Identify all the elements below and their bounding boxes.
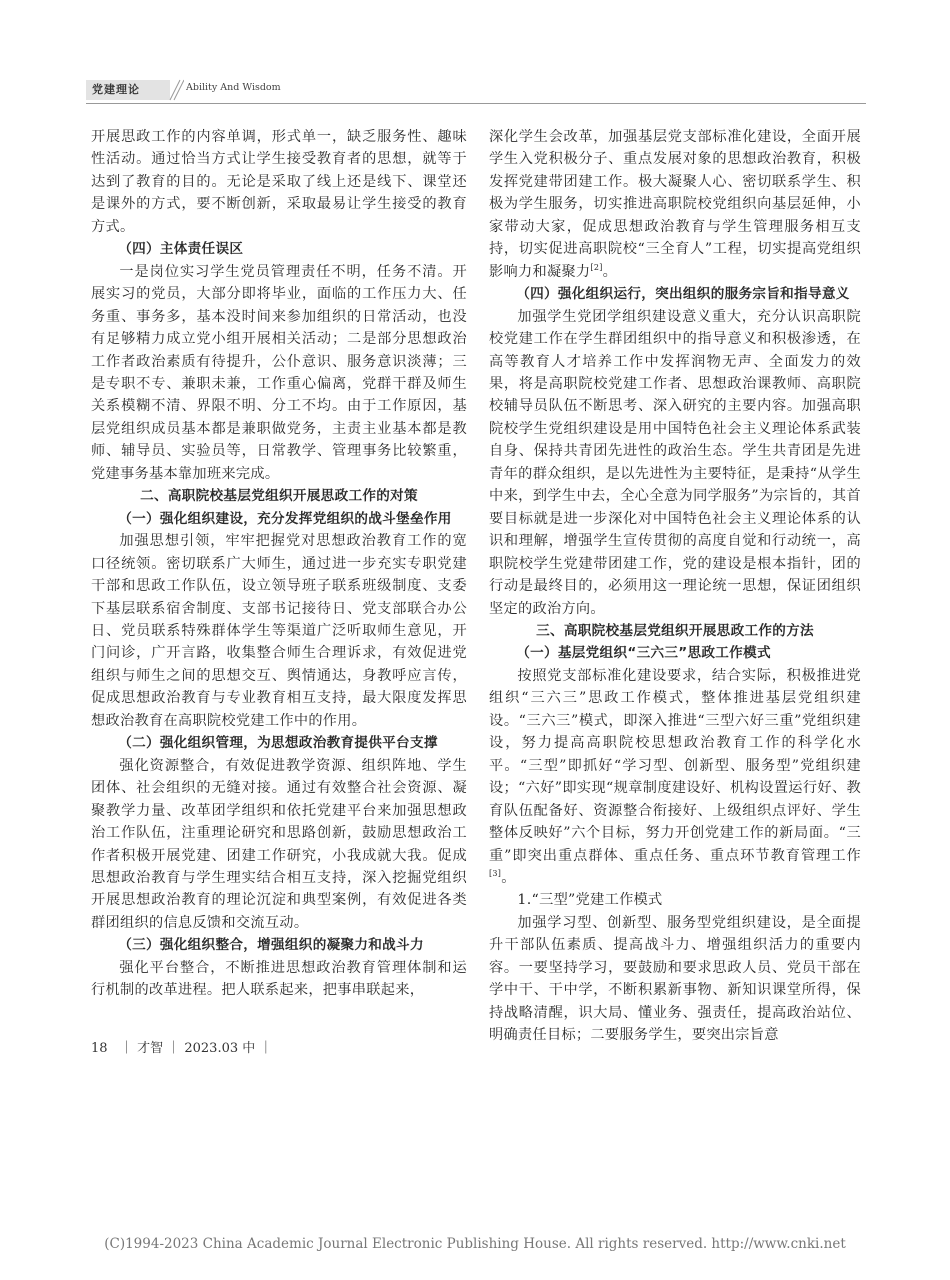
section-title: 二、高职院校基层党组织开展思政工作的对策 bbox=[140, 488, 418, 505]
header-slash-ornament bbox=[166, 78, 184, 102]
body-paragraph bbox=[91, 957, 467, 1002]
paragraph-text: 一是岗位实习学生党员管理责任不明，任务不清。开展实习的党员，大部分即将毕业，面临的工作压力大、任务重、事务多，基本没时间来参加组织的日常活动，也没有足够精力成立党小组开展相关活动；二是部分思想政治工作者政治素质有待提升，公仆意识、服务意识淡薄；三是专职不专、兼职未兼，工作重心偏离，党群干群及师生关系模糊不清、界限不明、分工不均。由于工作原因，基层党组织成员基本都是兼职做党务，主责主业基本都是教师、辅导员、实验员等，日常教学、管理事务比较繁重，党建事务基本靠加班来完成。 bbox=[91, 263, 467, 482]
paragraph-text: 强化资源整合，有效促进教学资源、组织阵地、学生团体、社会组织的无缝对接。通过有效整合社会资源、凝聚教学力量、改革团学组织和依托党建平台来加强思想政治工作队伍，注重理论研究和思路创新，鼓励思想政治工作者积极开展党建、团建工作研究，小我成就大我。促成思想政治教育与学生理实结合相互支持，深入挖掘党组织开展思想政治教育的理论沉淀和典型案例，有效促进各类群团组织的信息反馈和交流互动。 bbox=[91, 757, 467, 931]
body-paragraph bbox=[489, 665, 861, 890]
body-paragraph bbox=[91, 755, 467, 935]
section-title: 三、高职院校基层党组织开展思政工作的方法 bbox=[536, 622, 814, 639]
header-subtitle: Ability And Wisdom bbox=[186, 82, 281, 93]
page-footer: 18 ｜ 才智 ｜ 2023.03 中 ｜ bbox=[91, 1041, 273, 1056]
paragraph-text: 开展思政工作的内容单调，形式单一，缺乏服务性、趣味性活动。通过恰当方式让学生接受教育者的思想，就等于达到了教育的目的。无论是采取了线上还是线下、课堂还是课外的方式，要不断创新，采取最易让学生接受的教育方式。 bbox=[91, 129, 467, 235]
journal-name: 才智 bbox=[137, 1041, 164, 1056]
body-paragraph bbox=[489, 912, 861, 1047]
section-heading: （一）强化组织建设，充分发挥党组织的战斗堡垒作用 bbox=[118, 510, 452, 527]
copyright-notice: (C)1994-2023 China Academic Journal Electronic Publishing House. All rights reserved. http://www.cnki.net bbox=[104, 1236, 846, 1252]
section-heading: （四）主体责任误区 bbox=[118, 241, 244, 258]
paragraph-text: 加强学生党团学组织建设意义重大，充分认识高职院校党建工作在学生群团组织中的指导意义和积极渗透，在高等教育人才培养工作中发挥润物无声、全面发力的效果，将是高职院校党建工作者、思想政治课教师、高职院校辅导员队伍不断思考、深入研究的主要内容。加强高职院校学生党组织建设是用中国特色社会主义理论体系武装自身、保持共青团先进性的政治生态。学生共青团是先进青年的群众组织，是以先进性为主要特征，是秉持“从学生中来，到学生中去，全心全意为同学服务”为宗旨的，其首要目标就是进一步深化对中国特色社会主义理论体系的认识和理解，增强学生宣传贯彻的高度自觉和行动统一，高职院校学生党建带团建工作，党的建设是根本指针，团的行动是最终目的，必须用这一理论统一思想，保证团组织坚定的政治方向。 bbox=[489, 308, 861, 617]
left-column bbox=[91, 126, 467, 1002]
paragraph-text: 加强学习型、创新型、服务型党组织建设，是全面提升干部队伍素质、提高战斗力、增强组织活力的重要内容。一要坚持学习，要鼓励和要求思政人员、党员干部在学中干、干中学，不断积累新事物、新知识课堂所得，保持战略清醒，识大局、懂业务、强责任，提高政治站位、明确责任目标；二要服务学生，要突出宗旨意 bbox=[489, 914, 861, 1044]
paragraph-end-punct: 。 bbox=[602, 263, 618, 280]
paragraph-end-punct: 。 bbox=[501, 869, 516, 886]
body-paragraph bbox=[91, 261, 467, 486]
paragraph-text: 按照党支部标准化建设要求，结合实际，积极推进党组织“三六三”思政工作模式，整体推进基层党组织建设。“三六三”模式，即深入推进“三型六好三重”党组织建设，努力提高高职院校思想政治教育工作的科学化水平。“三型”即抓好“学习型、创新型、服务型”党组织建设；“六好”即实现“规章制度建设好、机构设置运行好、教育队伍配备好、资源整合衔接好、上级组织点评好、学生整体反映好”六个目标，努力开创党建工作的新局面。“三重”即突出重点群体、重点任务、重点环节教育管理工作 bbox=[489, 667, 861, 864]
citation-ref: [3] bbox=[489, 868, 502, 878]
issue-label: 2023.03 中 bbox=[184, 1041, 256, 1056]
section-heading: （三）强化组织整合，增强组织的凝聚力和战斗力 bbox=[118, 937, 424, 954]
body-paragraph bbox=[489, 126, 861, 283]
section-tag: 党建理论 bbox=[86, 80, 170, 100]
paragraph-text: 深化学生会改革，加强基层党支部标准化建设，全面开展学生入党积极分子、重点发展对象的思想政治教育，积极发挥党建带团建工作。极大凝聚人心、密切联系学生、积极为学生服务，切实推进高职院校党组织向基层延伸，小家带动大家，促成思想政治教育与学生管理服务相互支持，切实促进高职院校“三全育人”工程，切实提高党组织影响力和凝聚力 bbox=[489, 129, 861, 280]
section-heading: （二）强化组织管理，为思想政治教育提供平台支撑 bbox=[118, 735, 438, 752]
right-column bbox=[489, 126, 861, 1047]
paragraph-text: 强化平台整合，不断推进思想政治教育管理体制和运行机制的改革进程。把人联系起来，把事串联起来， bbox=[91, 959, 467, 999]
citation-ref: [2] bbox=[590, 262, 603, 272]
header-rule bbox=[86, 103, 866, 104]
page-number: 18 bbox=[91, 1041, 108, 1056]
body-paragraph bbox=[91, 530, 467, 732]
section-heading: （一）基层党组织“三六三”思政工作模式 bbox=[516, 645, 771, 662]
section-heading: （四）强化组织运行，突出组织的服务宗旨和指导意义 bbox=[516, 286, 850, 303]
subsection-heading: 1.“三型”党建工作模式 bbox=[517, 892, 663, 909]
running-header bbox=[86, 76, 866, 102]
body-paragraph bbox=[91, 126, 467, 238]
paragraph-text: 加强思想引领，牢牢把握党对思想政治教育工作的宽口径统领。密切联系广大师生，通过进一步充实专职党建干部和思政工作队伍，设立领导班子联系班级制度、支委下基层联系宿舍制度、支部书记接待日、党支部联合办公日、党员联系特殊群体学生等渠道广泛听取师生意见，开门问诊，广开言路，收集整合师生合理诉求，有效促进党组织与师生之间的思想交互、舆情通达，身教呼应言传，促成思想政治教育与专业教育相互支持，最大限度发挥思想政治教育在高职院校党建工作中的作用。 bbox=[91, 533, 467, 729]
body-paragraph bbox=[489, 306, 861, 620]
